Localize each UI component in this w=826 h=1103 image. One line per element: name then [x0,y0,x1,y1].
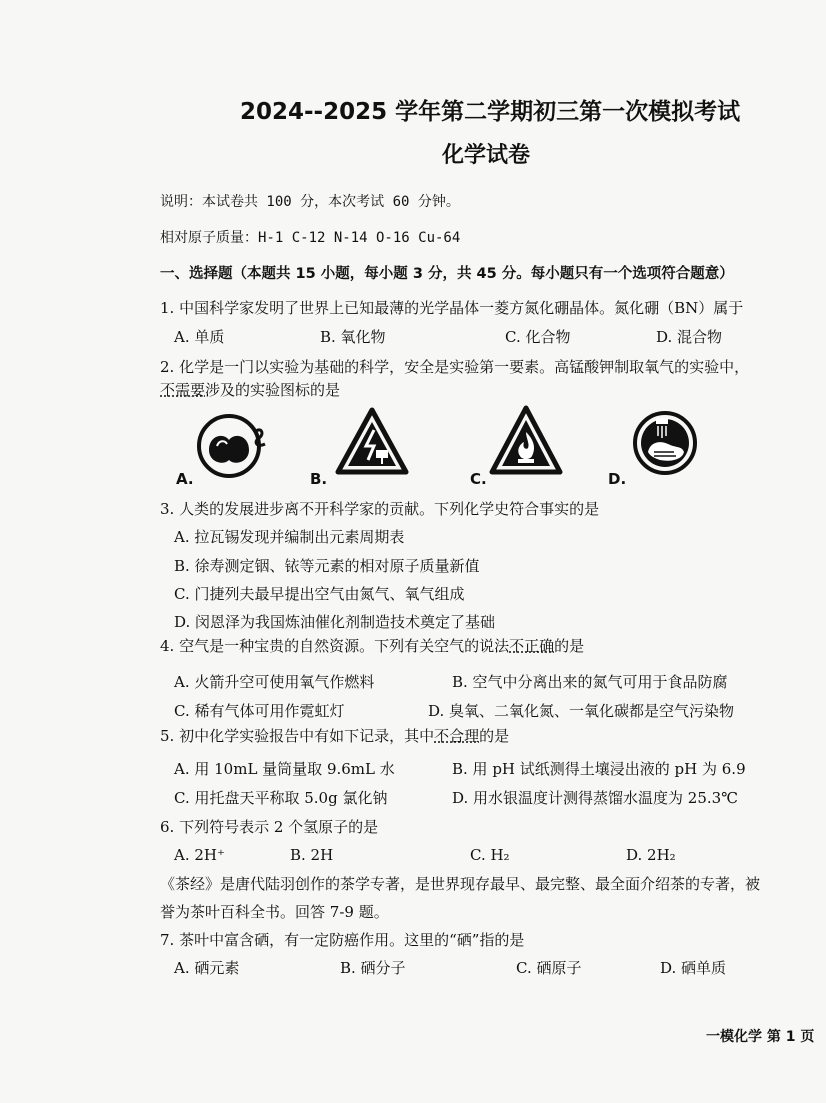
icon-label-b: B. [310,470,328,488]
question-2-stem-line2 [160,380,340,400]
hot-hands-icon [195,410,273,480]
q7-option-c: C. 硒原子 [516,959,582,977]
q1-option-c: C. 化合物 [505,328,571,346]
q4-option-d: D. 臭氧、二氧化氮、一氧化碳都是空气污染物 [428,702,735,720]
stem-pre: 4. 空气是一种宝贵的自然资源。下列有关空气的说法 [160,637,510,655]
q4-option-b: B. 空气中分离出来的氮气可用于食品防腐 [452,673,728,691]
passage-line-1: 《茶经》是唐代陆羽创作的茶学专著，是世界现存最早、最完整、最全面介绍茶的专著，被 [160,875,761,893]
instructions: 说明：本试卷共 100 分，本次考试 60 分钟。 [160,194,460,210]
open-flame-icon [488,404,564,478]
q1-option-a: A. 单质 [174,328,225,346]
q7-option-a: A. 硒元素 [174,959,240,977]
q3-option-a: A. 拉瓦锡发现并编制出元素周期表 [174,528,405,546]
icon-label-a: A. [176,470,194,488]
page-footer: 一模化学 第 1 页 [706,1029,815,1045]
question-5-stem [160,726,509,746]
passage-line-2: 誉为茶叶百科全书。回答 7-9 题。 [160,903,389,921]
icon-label-d: D. [608,470,627,488]
question-1-stem: 1. 中国科学家发明了世界上已知最薄的光学晶体一菱方氮化硼晶体。氮化硼（BN）属于 [160,299,744,317]
question-4-stem [160,636,584,656]
q5-option-b: B. 用 pH 试纸测得土壤浸出液的 pH 为 6.9 [452,760,746,778]
atomic-masses: 相对原子质量：H-1 C-12 N-14 O-16 Cu-64 [160,230,461,246]
stem-post: 的是 [554,637,585,655]
stem-rest: 涉及的实验图标的是 [205,381,341,399]
q7-option-b: B. 硒分子 [340,959,406,977]
q1-option-d: D. 混合物 [656,328,723,346]
q6-option-d: D. 2H₂ [626,846,676,864]
q7-option-d: D. 硒单质 [660,959,727,977]
q6-option-c: C. H₂ [470,846,510,864]
q3-option-c: C. 门捷列夫最早提出空气由氮气、氧气组成 [174,585,465,603]
emphasis-text: 不需要 [160,381,206,399]
q4-option-c: C. 稀有气体可用作霓虹灯 [174,702,345,720]
exam-title: 2024--2025 学年第二学期初三第一次模拟考试 [240,99,741,125]
electric-hazard-icon [334,406,410,478]
q5-option-c: C. 用托盘天平称取 5.0g 氯化钠 [174,789,388,807]
question-2-stem-line1: 2. 化学是一门以实验为基础的科学，安全是实验第一要素。高锰酸钾制取氧气的实验中， [160,358,750,376]
stem-post: 的是 [479,727,510,745]
q6-option-b: B. 2H [290,846,334,864]
q6-option-a: A. 2H⁺ [174,846,225,864]
question-6-stem: 6. 下列符号表示 2 个氢原子的是 [160,818,379,836]
emphasis-text: 不正确 [509,637,555,655]
q5-option-d: D. 用水银温度计测得蒸馏水温度为 25.3℃ [452,789,738,807]
exam-subtitle: 化学试卷 [442,143,531,168]
question-7-stem: 7. 茶叶中富含硒，有一定防癌作用。这里的“硒”指的是 [160,931,525,949]
q3-option-d: D. 闵恩泽为我国炼油催化剂制造技术奠定了基础 [174,613,496,631]
emphasis-text: 不合理 [434,727,480,745]
icon-label-c: C. [470,470,487,488]
q5-option-a: A. 用 10mL 量筒量取 9.6mL 水 [174,760,395,778]
q4-option-a: A. 火箭升空可使用氧气作燃料 [174,673,375,691]
q1-option-b: B. 氧化物 [320,328,386,346]
q3-option-b: B. 徐寿测定铟、铱等元素的相对原子质量新值 [174,557,480,575]
question-3-stem: 3. 人类的发展进步离不开科学家的贡献。下列化学史符合事实的是 [160,500,600,518]
section-heading: 一、选择题（本题共 15 小题，每小题 3 分，共 45 分。每小题只有一个选项符合题意） [160,266,734,282]
wash-hands-icon [630,408,702,478]
stem-pre: 5. 初中化学实验报告中有如下记录，其中 [160,727,435,745]
